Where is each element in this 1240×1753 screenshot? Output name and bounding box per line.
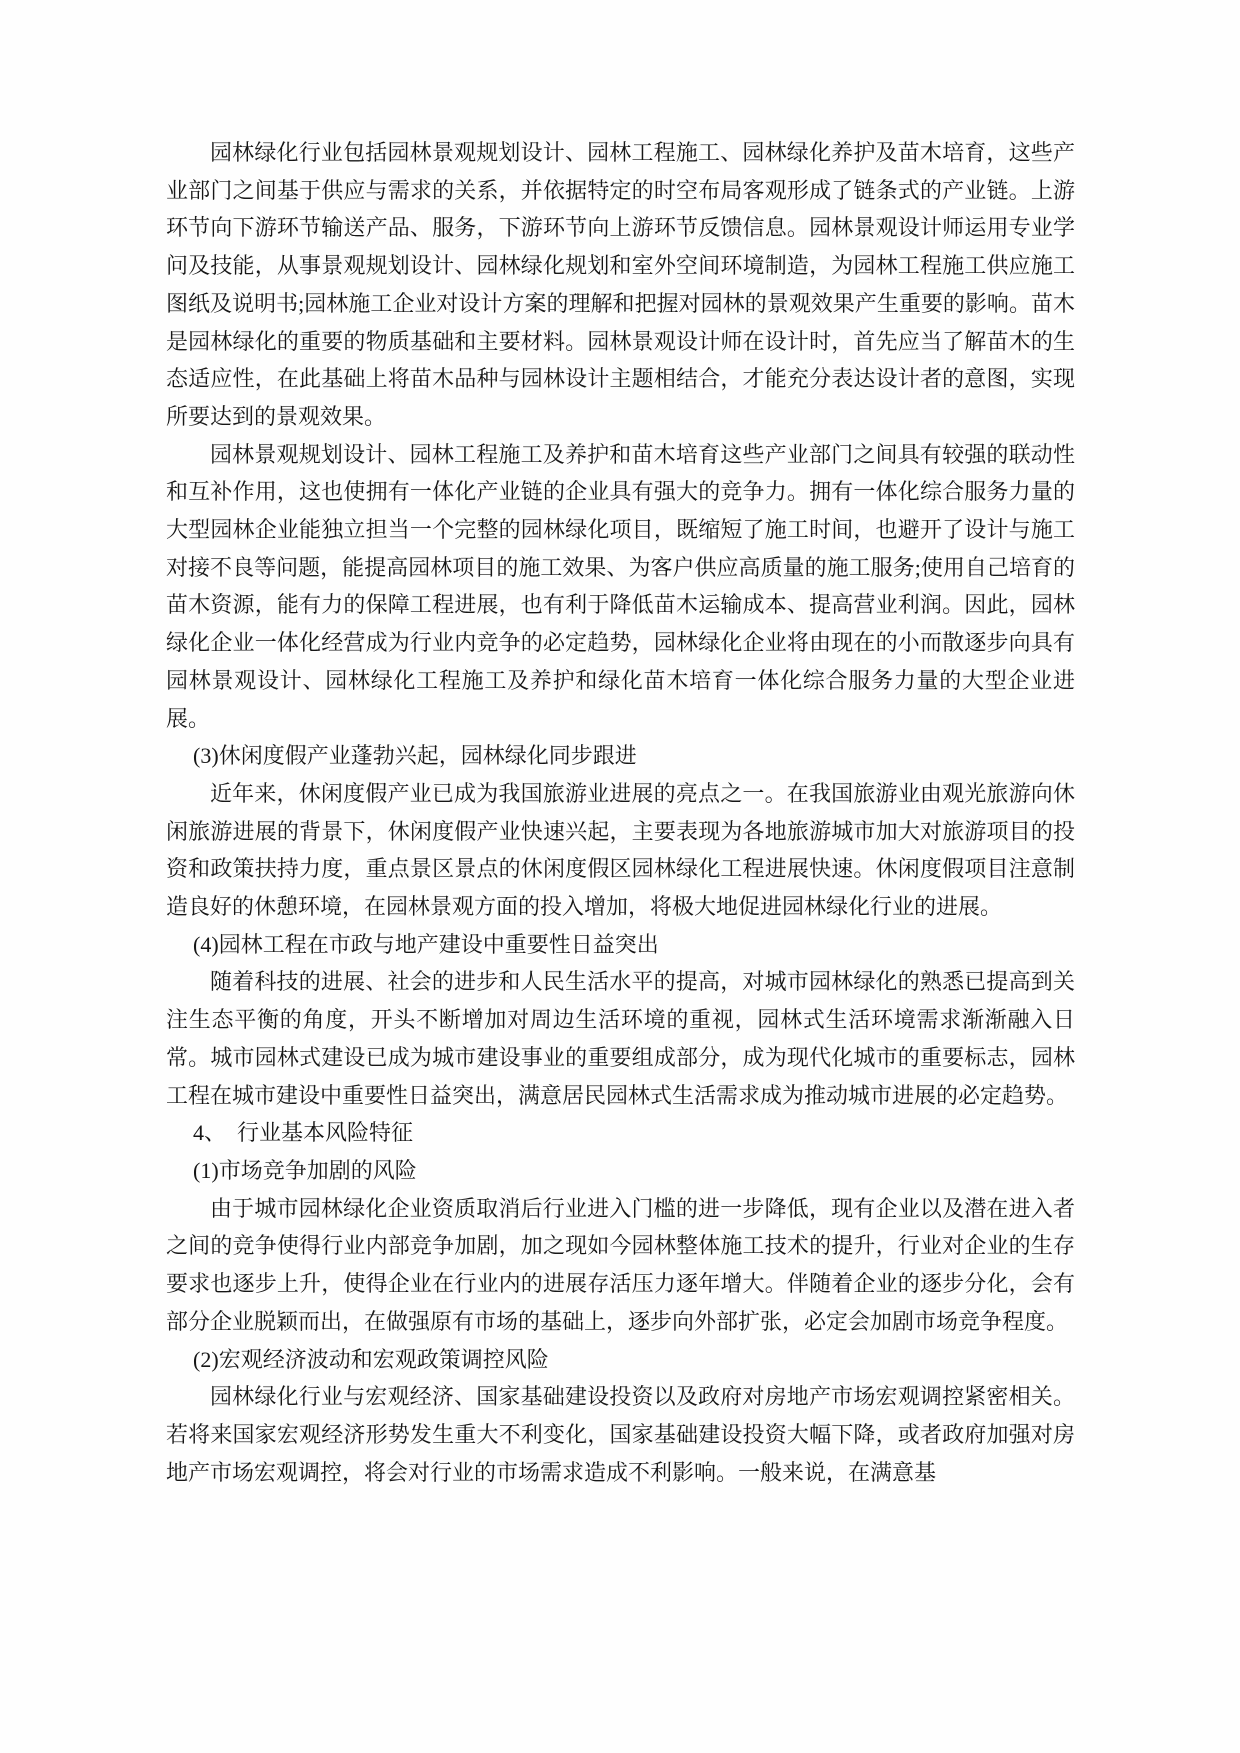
heading-municipal-importance: (4)园林工程在市政与地产建设中重要性日益突出	[193, 931, 659, 957]
paragraph-market-competition-risk: 由于城市园林绿化企业资质取消后行业进入门槛的进一步降低，现有企业以及潜在进入者之间的竞争使得行业内部竞争加剧，加之现如今园林整体施工技术的提升，行业对企业的生存要求也逐步上升，使得企业在行业内的进展存活压力逐年增大。伴随着企业的逐步分化，会有部分企业脱颖而出，在做强原有市场的基础上，逐步向外部扩张，必定会加剧市场竞争程度。	[166, 1195, 1075, 1334]
paragraph-integration-advantage: 园林景观规划设计、园林工程施工及养护和苗木培育这些产业部门之间具有较强的联动性和互补作用，这也使拥有一体化产业链的企业具有强大的竞争力。拥有一体化综合服务力量的大型园林企业能独立担当一个完整的园林绿化项目，既缩短了施工时间，也避开了设计与施工对接不良等问题，能提高园林项目的施工效果、为客户供应高质量的施工服务;使用自己培育的苗木资源，能有力的保障工程进展，也有利于降低苗木运输成本、提高营业利润。因此，园林绿化企业一体化经营成为行业内竞争的必定趋势，园林绿化企业将由现在的小而散逐步向具有园林景观设计、园林绿化工程施工及养护和绿化苗木培育一体化综合服务力量的大型企业进展。	[166, 441, 1075, 731]
paragraph-macro-policy-risk: 园林绿化行业与宏观经济、国家基础建设投资以及政府对房地产市场宏观调控紧密相关。若将来国家宏观经济形势发生重大不利变化，国家基础建设投资大幅下降，或者政府加强对房地产市场宏观调控，将会对行业的市场需求造成不利影响。一般来说，在满意基	[166, 1384, 1075, 1485]
paragraph-municipal-importance: 随着科技的进展、社会的进步和人民生活水平的提高，对城市园林绿化的熟悉已提高到关注生态平衡的角度，开头不断增加对周边生活环境的重视，园林式生活环境需求渐渐融入日常。城市园林式建设已成为城市建设事业的重要组成部分，成为现代化城市的重要标志，园林工程在城市建设中重要性日益突出，满意居民园林式生活需求成为推动城市进展的必定趋势。	[166, 969, 1075, 1108]
heading-market-competition-risk: (1)市场竞争加剧的风险	[193, 1157, 417, 1183]
heading-macro-policy-risk: (2)宏观经济波动和宏观政策调控风险	[193, 1346, 549, 1372]
heading-leisure-tourism: (3)休闲度假产业蓬勃兴起，园林绿化同步跟进	[193, 743, 637, 769]
paragraph-leisure-tourism: 近年来，休闲度假产业已成为我国旅游业进展的亮点之一。在我国旅游业由观光旅游向休闲旅游进展的背景下，休闲度假产业快速兴起，主要表现为各地旅游城市加大对旅游项目的投资和政策扶持力度，重点景区景点的休闲度假区园林绿化工程进展快速。休闲度假项目注意制造良好的休憩环境，在园林景观方面的投入增加，将极大地促进园林绿化行业的进展。	[166, 780, 1075, 920]
paragraph-industry-chain: 园林绿化行业包括园林景观规划设计、园林工程施工、园林绿化养护及苗木培育，这些产业部门之间基于供应与需求的关系，并依据特定的时空布局客观形成了链条式的产业链。上游环节向下游环节输送产品、服务，下游环节向上游环节反馈信息。园林景观设计师运用专业学问及技能，从事景观规划设计、园林绿化规划和室外空间环境制造，为园林工程施工供应施工图纸及说明书;园林施工企业对设计方案的理解和把握对园林的景观效果产生重要的影响。苗木是园林绿化的重要的物质基础和主要材料。园林景观设计师在设计时，首先应当了解苗木的生态适应性，在此基础上将苗木品种与园林设计主题相结合，才能充分表达设计者的意图，实现所要达到的景观效果。	[166, 140, 1075, 429]
heading-industry-risk-features: 4、 行业基本风险特征	[193, 1120, 414, 1146]
